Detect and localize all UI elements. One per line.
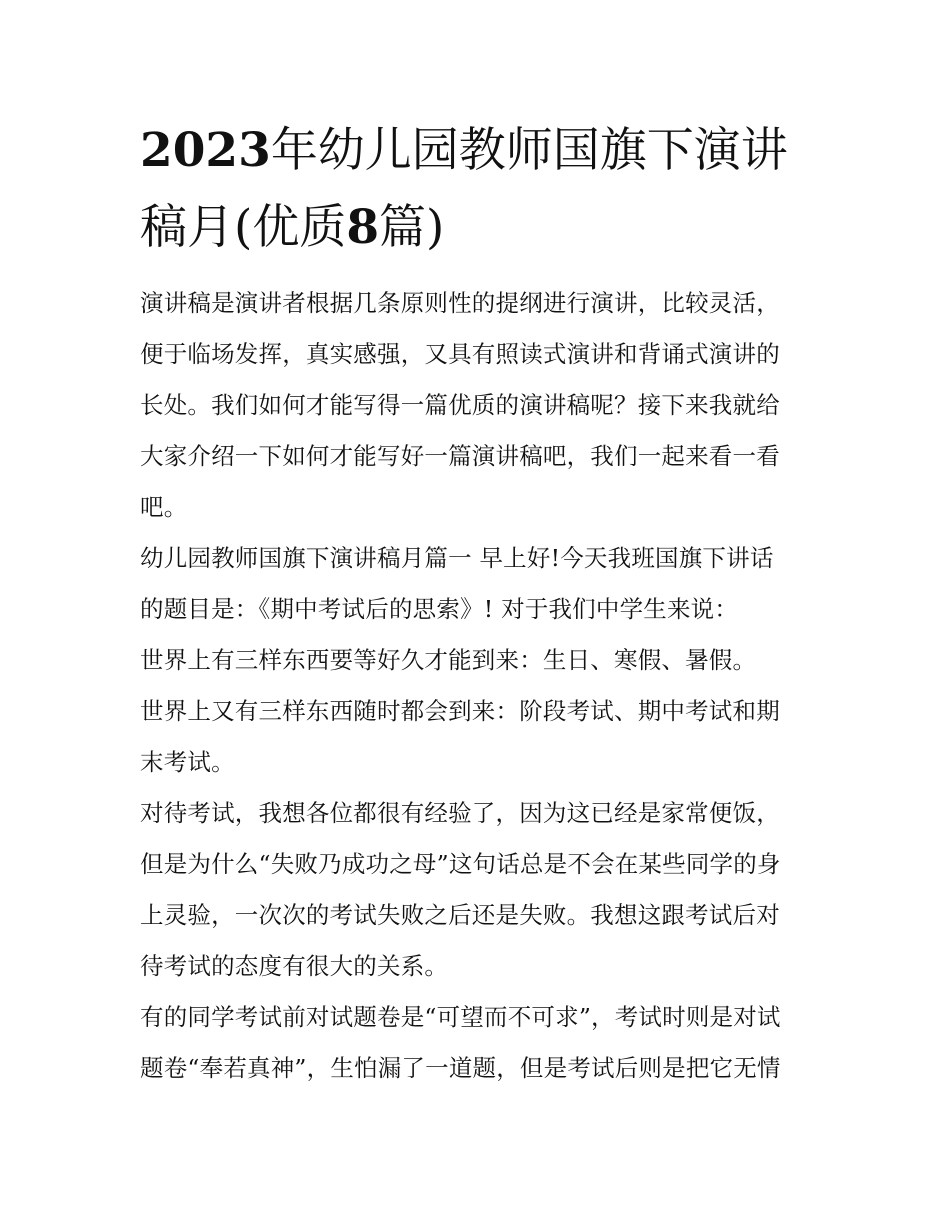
paragraph-three-things-coming — [140, 686, 820, 788]
paragraph-line: 的题目是：《期中考试后的思索》! 对于我们中学生来说： — [140, 595, 739, 623]
paragraph-three-things-waiting — [140, 635, 820, 686]
title-line-2: 稿月(优质8篇) — [140, 200, 445, 255]
paragraph-line: 对待考试，我想各位都很有经验了，因为这已经是家常便饭， — [140, 799, 780, 827]
paragraph-line: 演讲稿是演讲者根据几条原则性的提纲进行演讲，比较灵活， — [140, 289, 780, 317]
paragraph-line: 幼儿园教师国旗下演讲稿月篇一 早上好!今天我班国旗下讲话 — [140, 544, 774, 572]
document-body — [140, 278, 820, 1094]
paragraph-intro — [140, 278, 820, 533]
paragraph-line: 世界上有三样东西要等好久才能到来：生日、寒假、暑假。 — [140, 646, 757, 674]
paragraph-line: 题卷“奉若真神”，生怕漏了一道题，但是考试后则是把它无情 — [140, 1054, 781, 1082]
paragraph-line: 大家介绍一下如何才能写好一篇演讲稿吧，我们一起来看一看 — [140, 442, 780, 470]
paragraph-line: 长处。我们如何才能写得一篇优质的演讲稿呢？接下来我就给 — [140, 391, 780, 419]
paragraph-line: 有的同学考试前对试题卷是“可望而不可求”，考试时则是对试 — [140, 1003, 781, 1031]
paragraph-exam-paper — [140, 992, 820, 1094]
paragraph-line: 吧。 — [140, 493, 188, 521]
paragraph-speech-opening — [140, 533, 820, 635]
paragraph-line: 末考试。 — [140, 748, 235, 776]
title-line-1: 2023年幼儿园教师国旗下演讲 — [140, 123, 788, 178]
paragraph-line: 便于临场发挥，真实感强，又具有照读式演讲和背诵式演讲的 — [140, 340, 780, 368]
paragraph-line: 上灵验，一次次的考试失败之后还是失败。我想这跟考试后对 — [140, 901, 780, 929]
paragraph-line: 但是为什么“失败乃成功之母”这句话总是不会在某些同学的身 — [140, 850, 781, 878]
paragraph-exam-attitude — [140, 788, 820, 992]
paragraph-line: 世界上又有三样东西随时都会到来：阶段考试、期中考试和期 — [140, 697, 780, 725]
document-title — [140, 112, 820, 266]
paragraph-line: 待考试的态度有很大的关系。 — [140, 952, 449, 980]
